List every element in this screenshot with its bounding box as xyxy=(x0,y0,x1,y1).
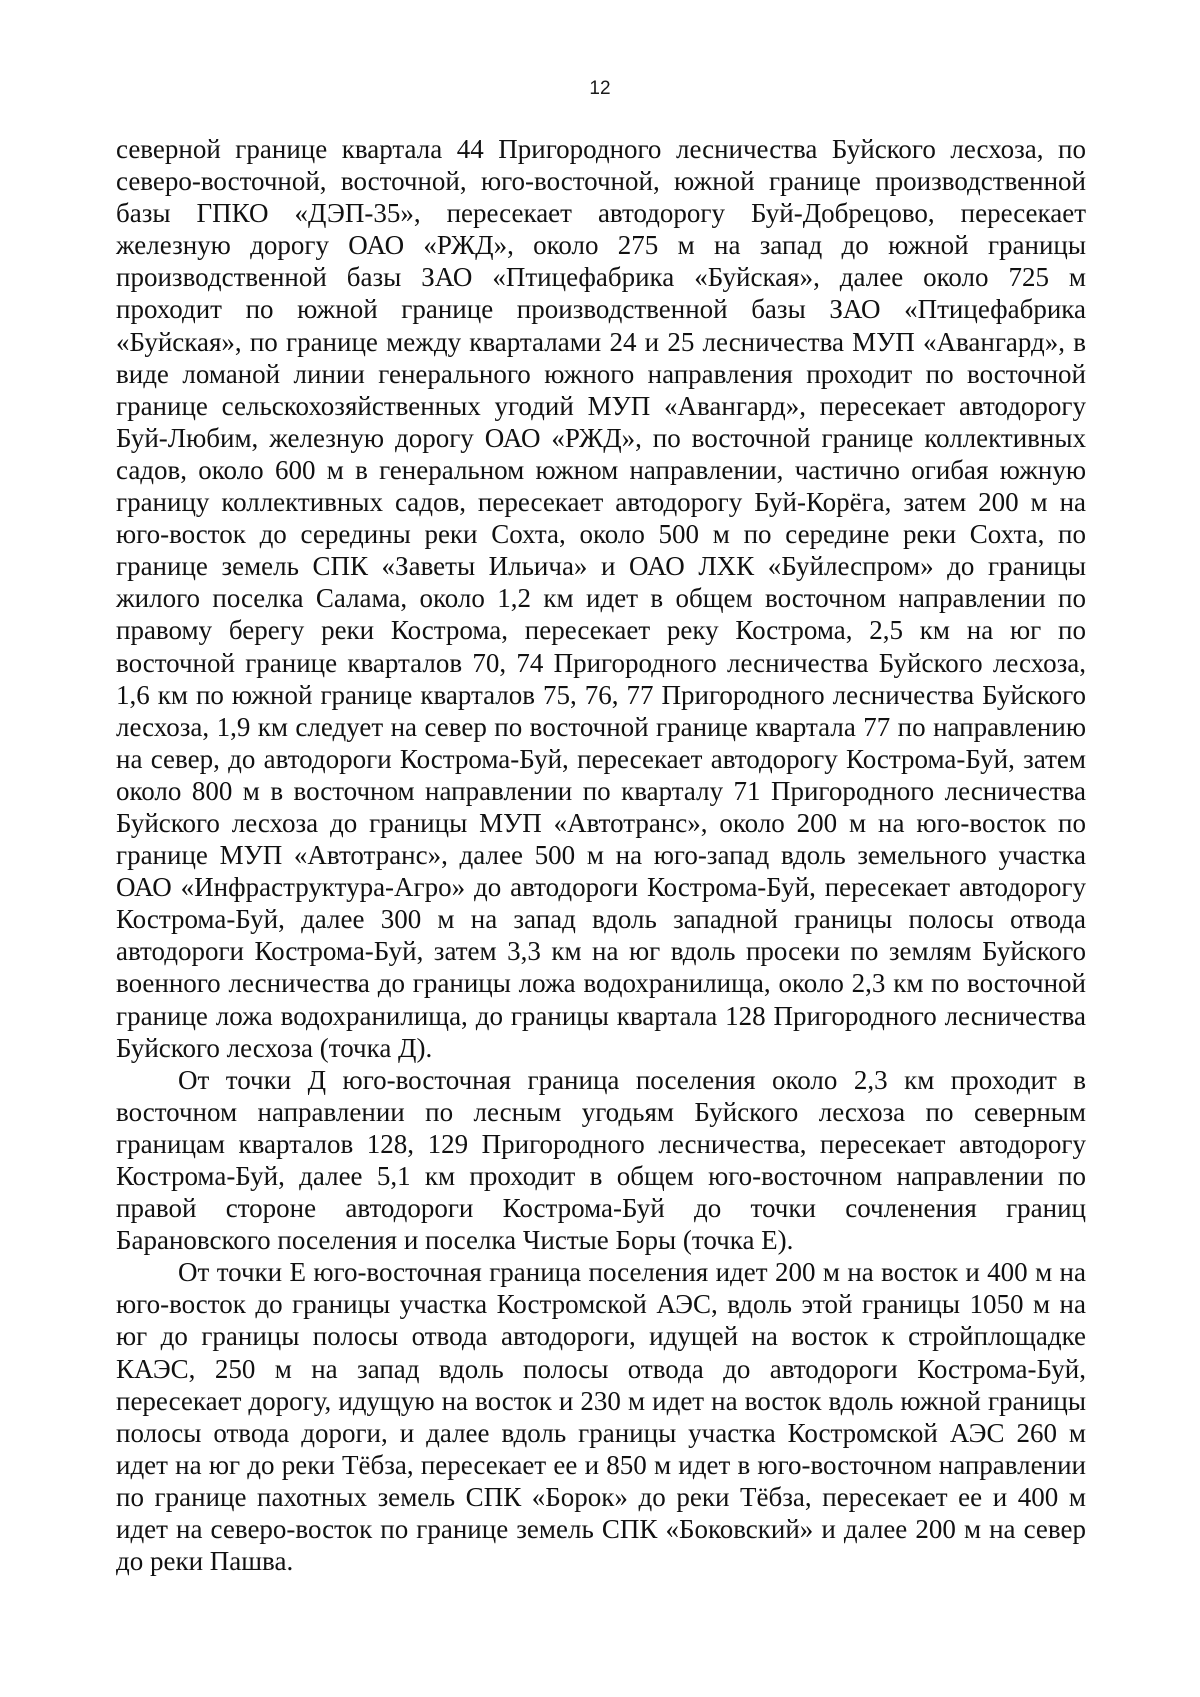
paragraph-3: От точки Е юго-восточная граница поселения идет 200 м на восток и 400 м на юго-восток до границы участка Костромской АЭС, вдоль этой границы 1050 м на юг до границы полосы отвода автодороги, идущей на восток к стройплощадке КАЭС, 250 м на запад вдоль полосы отвода до автодороги Кострома-Буй, пересекает дорогу, идущую на восток и 230 м идет на восток вдоль южной границы полосы отвода дороги, и далее вдоль границы участка Костромской АЭС 260 м идет на юг до реки Тёбза, пересекает ее и 850 м идет в юго-восточном направлении по границе пахотных земель СПК «Борок» до реки Тёбза, пересекает ее и 400 м идет на северо-восток по границе земель СПК «Боковский» и далее 200 м на север до реки Пашва. xyxy=(116,1257,1086,1577)
paragraph-2: От точки Д юго-восточная граница поселения около 2,3 км проходит в восточном направлении по лесным угодьям Буйского лесхоза по северным границам кварталов 128, 129 Пригородного лесничества, пересекает автодорогу Кострома-Буй, далее 5,1 км проходит в общем юго-восточном направлении по правой стороне автодороги Кострома-Буй до точки сочленения границ Барановского поселения и поселка Чистые Боры (точка Е). xyxy=(116,1064,1086,1256)
document-body xyxy=(116,133,1086,1577)
paragraph-1: северной границе квартала 44 Пригородного лесничества Буйского лесхоза, по северо-восточной, восточной, юго-восточной, южной границе производственной базы ГПКО «ДЭП-35», пересекает автодорогу Буй-Добрецово, пересекает железную дорогу ОАО «РЖД», около 275 м на запад до южной границы производственной базы ЗАО «Птицефабрика «Буйская», далее около 725 м проходит по южной границе производственной базы ЗАО «Птицефабрика «Буйская», по границе между кварталами 24 и 25 лесничества МУП «Авангард», в виде ломаной линии генерального южного направления проходит по восточной границе сельскохозяйственных угодий МУП «Авангард», пересекает автодорогу Буй-Любим, железную дорогу ОАО «РЖД», по восточной границе коллективных садов, около 600 м в генеральном южном направлении, частично огибая южную границу коллективных садов, пересекает автодорогу Буй-Корёга, затем 200 м на юго-восток до середины реки Сохта, около 500 м по середине реки Сохта, по границе земель СПК «Заветы Ильича» и ОАО ЛХК «Буйлеспром» до границы жилого поселка Салама, около 1,2 км идет в общем восточном направлении по правому берегу реки Кострома, пересекает реку Кострома, 2,5 км на юг по восточной границе кварталов 70, 74 Пригородного лесничества Буйского лесхоза, 1,6 км по южной границе кварталов 75, 76, 77 Пригородного лесничества Буйского лесхоза, 1,9 км следует на север по восточной границе квартала 77 по направлению на север, до автодороги Кострома-Буй, пересекает автодорогу Кострома-Буй, затем около 800 м в восточном направлении по кварталу 71 Пригородного лесничества Буйского лесхоза до границы МУП «Автотранс», около 200 м на юго-восток по границе МУП «Автотранс», далее 500 м на юго-запад вдоль земельного участка ОАО «Инфраструктура-Агро» до автодороги Кострома-Буй, пересекает автодорогу Кострома-Буй, далее 300 м на запад вдоль западной границы полосы отвода автодороги Кострома-Буй, затем 3,3 км на юг вдоль просеки по землям Буйского военного лесничества до границы ложа водохранилища, около 2,3 км по восточной границе ложа водохранилища, до границы квартала 128 Пригородного лесничества Буйского лесхоза (точка Д). xyxy=(116,134,1086,1063)
page-number: 12 xyxy=(589,78,611,99)
